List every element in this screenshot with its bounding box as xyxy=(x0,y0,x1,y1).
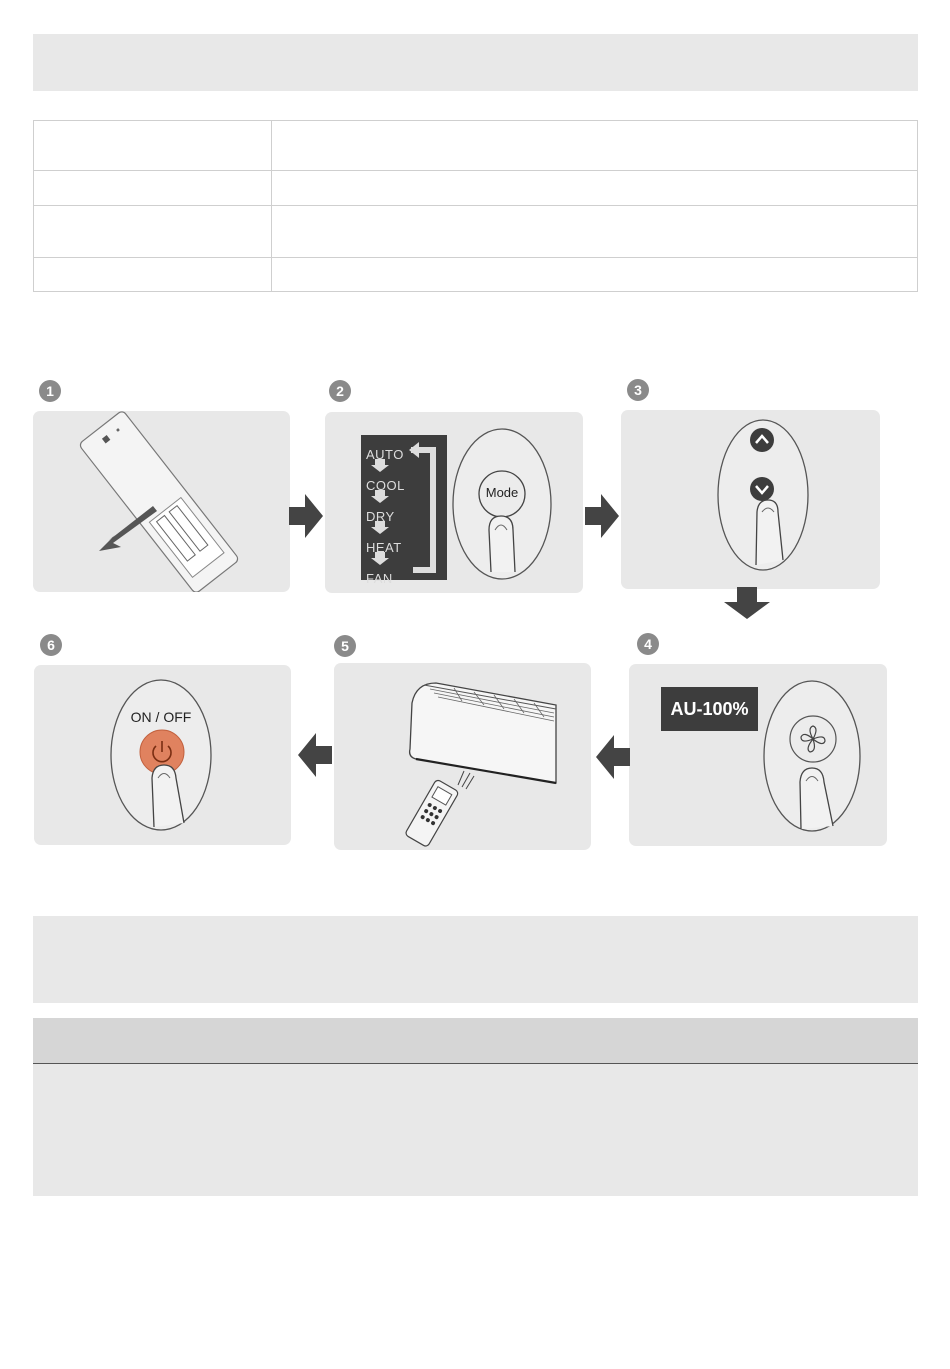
up-down-remote-graphic xyxy=(621,410,880,589)
step-3-badge: 3 xyxy=(627,379,649,401)
table-row xyxy=(34,206,918,258)
mode-dry-label: DRY xyxy=(366,509,395,524)
on-off-label: ON / OFF xyxy=(130,709,192,725)
header-band xyxy=(33,34,918,91)
step-5-badge: 5 xyxy=(334,635,356,657)
step-6-badge: 6 xyxy=(40,634,62,656)
display-readout: AU-100% xyxy=(661,687,758,731)
section-body-band xyxy=(33,1064,918,1196)
note-band xyxy=(33,916,918,1003)
arrow-right-icon xyxy=(289,494,325,538)
step-1-badge: 1 xyxy=(39,380,61,402)
step-3-panel xyxy=(621,410,880,589)
step-1-panel xyxy=(33,411,290,592)
mode-cool-label: COOL xyxy=(366,478,405,493)
section-header-band xyxy=(33,1018,918,1064)
mode-button-label: Mode xyxy=(485,485,519,500)
arrow-left-icon xyxy=(296,733,332,777)
step-5-panel xyxy=(334,663,591,850)
remote-battery-icon xyxy=(33,411,290,592)
mode-fan-label: FAN xyxy=(366,571,393,586)
table-row xyxy=(34,258,918,292)
table-row xyxy=(34,171,918,206)
power-remote-graphic xyxy=(34,665,291,845)
arrow-down-icon xyxy=(724,587,770,619)
arrow-left-icon xyxy=(594,735,630,779)
spec-table xyxy=(33,120,918,292)
step-4-panel xyxy=(629,664,887,846)
mode-heat-label: HEAT xyxy=(366,540,402,555)
fan-remote-graphic xyxy=(629,664,887,846)
ac-unit-remote-graphic xyxy=(334,663,591,850)
mode-auto-label: AUTO xyxy=(366,447,404,462)
mode-cycle-graphic xyxy=(325,412,583,593)
step-2-badge: 2 xyxy=(329,380,351,402)
table-row xyxy=(34,121,918,171)
step-6-panel xyxy=(34,665,291,845)
arrow-right-icon xyxy=(585,494,621,538)
step-2-panel xyxy=(325,412,583,593)
step-4-badge: 4 xyxy=(637,633,659,655)
